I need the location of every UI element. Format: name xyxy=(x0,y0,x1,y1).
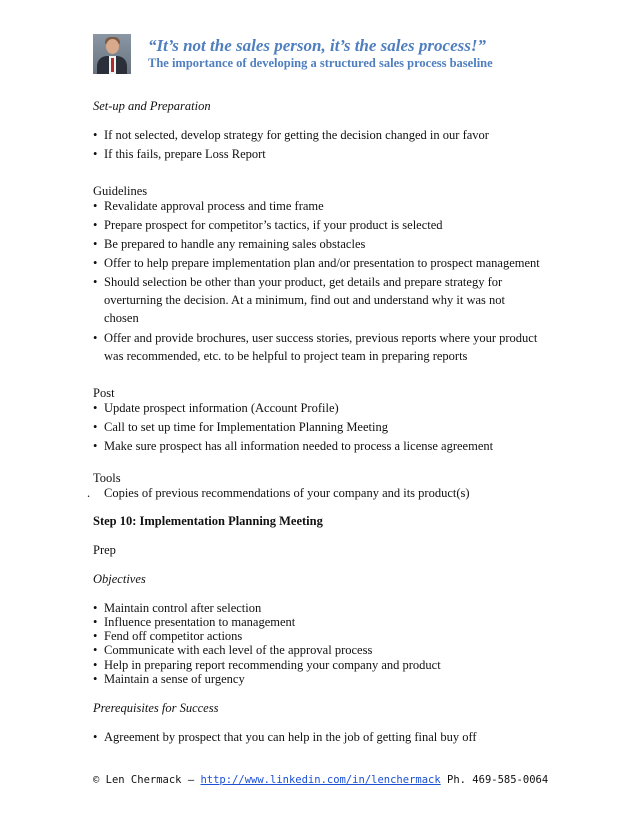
list-item: • If this fails, prepare Loss Report xyxy=(93,147,266,161)
prereq-heading: Prerequisites for Success xyxy=(93,701,219,715)
list-item: • Offer and provide brochures, user success stories, previous reports where your product xyxy=(93,331,538,345)
footer-copyright: © Len Chermack – xyxy=(93,774,201,786)
list-item: • Update prospect information (Account Profile) xyxy=(93,401,339,415)
list-item: Copies of previous recommendations of your company and its product(s) xyxy=(104,486,470,500)
page-footer xyxy=(93,774,548,786)
step10-heading: Step 10: Implementation Planning Meeting xyxy=(93,514,323,528)
list-item-continuation: was recommended, etc. to be helpful to project team in preparing reports xyxy=(104,349,468,363)
list-item: • Prepare prospect for competitor’s tactics, if your product is selected xyxy=(93,218,443,232)
prep-label: Prep xyxy=(93,543,116,557)
guidelines-heading: Guidelines xyxy=(93,184,148,198)
list-item: • Be prepared to handle any remaining sales obstacles xyxy=(93,237,366,251)
list-item: • Help in preparing report recommending your company and product xyxy=(93,658,441,672)
document-header xyxy=(93,34,553,76)
list-item: • Call to set up time for Implementation Planning Meeting xyxy=(93,420,388,434)
list-item: • Should selection be other than your product, get details and prepare strategy for xyxy=(93,275,503,289)
list-item: • Make sure prospect has all information needed to process a license agreement xyxy=(93,439,494,453)
list-item: • Fend off competitor actions xyxy=(93,629,243,643)
objectives-heading: Objectives xyxy=(93,572,146,586)
header-quote: “It’s not the sales person, it’s the sales process!” xyxy=(148,36,486,55)
tools-heading: Tools xyxy=(93,471,121,485)
list-item: • Agreement by prospect that you can help in the job of getting final buy off xyxy=(93,730,477,744)
header-subtitle: The importance of developing a structured sales process baseline xyxy=(148,56,493,70)
footer-phone: Ph. 469-585-0064 xyxy=(440,774,549,786)
list-item: • If not selected, develop strategy for getting the decision changed in our favor xyxy=(93,128,489,142)
list-item-continuation: overturning the decision. At a minimum, find out and understand why it was not xyxy=(104,293,505,307)
list-item: • Revalidate approval process and time frame xyxy=(93,199,324,213)
list-item-continuation: chosen xyxy=(104,311,139,325)
list-item: • Maintain control after selection xyxy=(93,601,262,615)
linkedin-link[interactable]: http://www.linkedin.com/in/lenchermack xyxy=(200,774,441,786)
list-item: • Influence presentation to management xyxy=(93,615,296,629)
tools-marker: . xyxy=(87,486,91,500)
post-heading: Post xyxy=(93,386,115,400)
author-photo xyxy=(93,34,131,74)
list-item: • Maintain a sense of urgency xyxy=(93,672,245,686)
setup-heading: Set-up and Preparation xyxy=(93,99,211,113)
list-item: • Offer to help prepare implementation plan and/or presentation to prospect management xyxy=(93,256,540,270)
list-item: • Communicate with each level of the approval process xyxy=(93,643,373,657)
